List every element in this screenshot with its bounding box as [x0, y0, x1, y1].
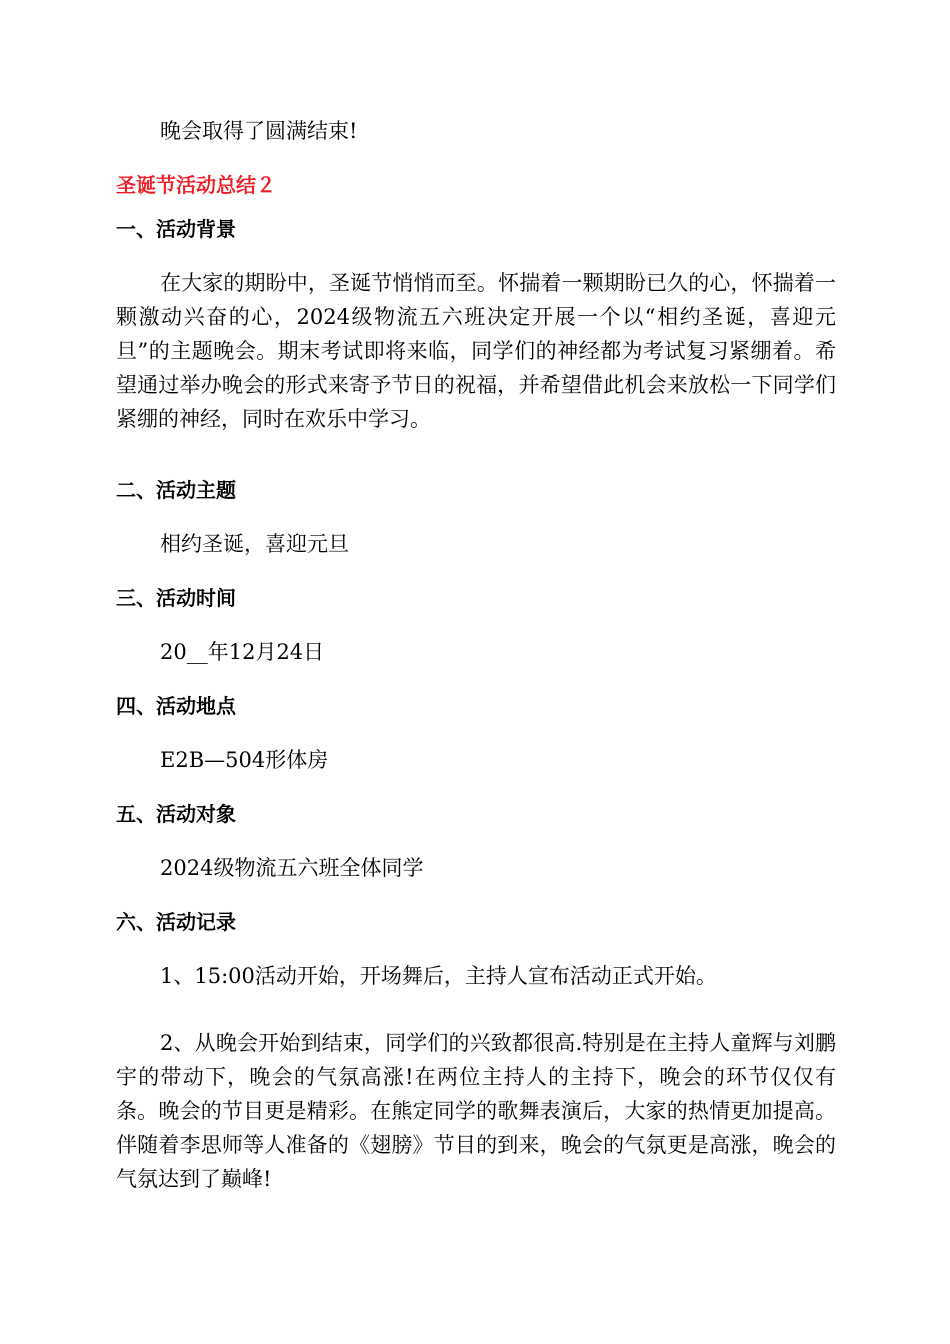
- section-heading: 一、活动背景: [116, 217, 236, 241]
- section-theme: [116, 475, 836, 505]
- paragraph: 20__年12月24日: [160, 640, 325, 664]
- paragraph: 晚会取得了圆满结束!: [160, 119, 358, 143]
- section-heading: 五、活动对象: [116, 802, 236, 826]
- section-heading: 六、活动记录: [116, 910, 236, 934]
- section-heading: 二、活动主题: [116, 478, 236, 502]
- section-record-item-2: [116, 1026, 836, 1196]
- document-title: [116, 170, 836, 200]
- paragraph: 相约圣诞，喜迎元旦: [160, 532, 349, 556]
- section-location: [116, 691, 836, 721]
- intro-closing: [116, 114, 836, 148]
- section-location-body: [116, 743, 836, 777]
- section-background: [116, 214, 836, 244]
- section-theme-body: [116, 527, 836, 561]
- section-title: 圣诞节活动总结２: [116, 173, 276, 197]
- paragraph: 2024级物流五六班全体同学: [160, 856, 424, 880]
- section-heading: 四、活动地点: [116, 694, 236, 718]
- paragraph: 2、从晚会开始到结束，同学们的兴致都很高.特别是在主持人童辉与刘鹏宇的带动下，晚会的气氛高涨!在两位主持人的主持下，晚会的环节仅仅有条。晚会的节目更是精彩。在熊定同学的歌舞表演后，大家的热情更加提高。伴随着李思师等人准备的《翅膀》节目的到来，晚会的气氛更是高涨，晚会的气氛达到了巅峰!: [116, 1031, 836, 1191]
- section-time: [116, 583, 836, 613]
- paragraph: 在大家的期盼中，圣诞节悄悄而至。怀揣着一颗期盼已久的心，怀揣着一颗激动兴奋的心，2024级物流五六班决定开展一个以“相约圣诞，喜迎元旦”的主题晚会。期末考试即将来临，同学们的神经都为考试复习紧绷着。希望通过举办晚会的形式来寄予节日的祝福，并希望借此机会来放松一下同学们紧绷的神经，同时在欢乐中学习。: [116, 271, 836, 431]
- section-audience: [116, 799, 836, 829]
- section-time-body: [116, 635, 836, 669]
- paragraph: 1、15:00活动开始，开场舞后，主持人宣布活动正式开始。: [160, 964, 717, 988]
- section-heading: 三、活动时间: [116, 586, 236, 610]
- paragraph: E2B—504形体房: [160, 748, 329, 772]
- section-record-item-1: [116, 959, 836, 993]
- section-audience-body: [116, 851, 836, 885]
- section-background-body: [116, 266, 836, 436]
- section-record: [116, 907, 836, 937]
